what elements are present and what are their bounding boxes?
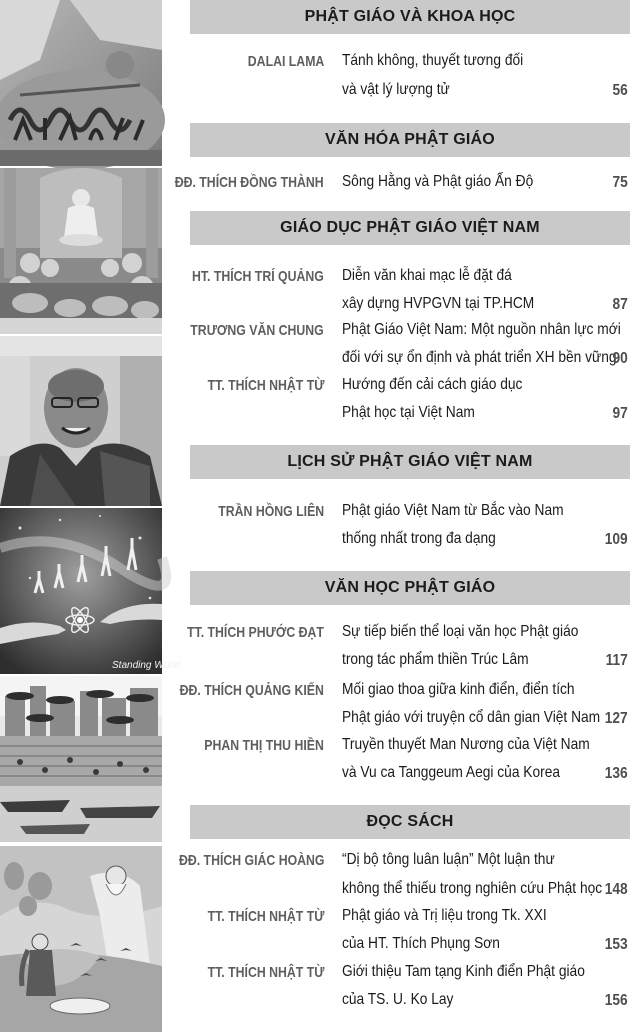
entry-author: TT. THÍCH PHƯỚC ĐẠT [187,624,324,641]
entry-title-line2[interactable]: đối với sự ổn định và phát triển XH bền vững [342,349,617,366]
entry-title-line1[interactable]: Diễn văn khai mạc lễ đặt đá [342,267,512,284]
entry-title-line1[interactable]: Mối giao thoa giữa kinh điển, điển tích [342,681,575,698]
dalai-lama-portrait-image [0,336,162,506]
entry-title-line1[interactable]: Sự tiếp biến thể loại văn học Phật giáo [342,623,579,640]
entry-title-line2[interactable]: và Vu ca Tanggeum Aegi của Korea [342,764,561,781]
folk-tale-illustration [0,846,162,1032]
entry-page-number: 153 [605,936,628,953]
entry-page-number: 97 [612,405,628,422]
entry-title-line2[interactable]: của TS. U. Ko Lay [342,991,454,1008]
entry-author: ĐĐ. THÍCH ĐỒNG THÀNH [175,174,324,191]
entry-author: ĐĐ. THÍCH GIÁC HOÀNG [178,852,324,869]
entry-page-number: 75 [612,174,628,191]
entry-author: TRẦN HỒNG LIÊN [218,503,324,520]
section-header-culture: VĂN HÓA PHẬT GIÁO [190,123,630,157]
entry-author: TT. THÍCH NHẬT TỪ [207,964,324,981]
entry-title-line1[interactable]: Phật giáo và Trị liệu trong Tk. XXI [342,907,547,924]
entry-title-line1[interactable]: Sông Hằng và Phật giáo Ấn Độ [342,173,534,190]
collage-caption: Standing World [112,660,181,671]
section-header-science: PHẬT GIÁO VÀ KHOA HỌC [190,0,630,34]
section-header-books: ĐỌC SÁCH [190,805,630,839]
entry-title-line1[interactable]: “Dị bộ tông luân luận” Một luận thư [342,851,555,868]
entry-title-line1[interactable]: Hướng đến cải cách giáo dục [342,376,523,393]
entry-title-line2[interactable]: không thể thiếu trong nghiên cứu Phật học [342,880,603,897]
section-header-literature: VĂN HỌC PHẬT GIÁO [190,571,630,605]
buddha-shrine-image [0,168,162,334]
entry-title-line1[interactable]: Phật Giáo Việt Nam: Một nguồn nhân lực mới [342,321,621,338]
carved-stone-image [0,0,162,166]
entry-author: PHAN THỊ THU HIỀN [204,737,324,754]
section-header-history: LỊCH SỬ PHẬT GIÁO VIỆT NAM [190,445,630,479]
entry-title-line1[interactable]: Tánh không, thuyết tương đối [342,52,524,69]
entry-title-line2[interactable]: của HT. Thích Phụng Sơn [342,935,500,952]
entry-page-number: 109 [605,531,628,548]
evolution-collage-image [0,508,181,674]
entry-page-number: 156 [605,992,628,1009]
entry-page-number: 148 [605,881,628,898]
entry-page-number: 136 [605,765,628,782]
entry-title-line1[interactable]: Truyền thuyết Man Nương của Việt Nam [342,736,590,753]
section-header-education: GIÁO DỤC PHẬT GIÁO VIỆT NAM [190,211,630,245]
entry-title-line1[interactable]: Giới thiệu Tam tạng Kinh điển Phật giáo [342,963,585,980]
entry-title-line2[interactable]: thống nhất trong đa dạng [342,530,496,547]
entry-title-line2[interactable]: và vật lý lượng tử [342,81,450,98]
entry-page-number: 56 [612,82,628,99]
entry-author: DALAI LAMA [247,53,324,70]
entry-page-number: 127 [605,710,628,727]
entry-author: TRƯƠNG VĂN CHUNG [190,322,324,339]
entry-title-line1[interactable]: Phật giáo Việt Nam từ Bắc vào Nam [342,502,564,519]
entry-title-line2[interactable]: xây dựng HVPGVN tại TP.HCM [342,295,535,312]
entry-page-number: 117 [605,652,628,669]
entry-author: TT. THÍCH NHẬT TỪ [207,908,324,925]
entry-title-line2[interactable]: trong tác phẩm thiền Trúc Lâm [342,651,529,668]
entry-title-line2[interactable]: Phật học tại Việt Nam [342,404,475,421]
ganges-ghat-image [0,676,162,842]
entry-author: HT. THÍCH TRÍ QUẢNG [192,268,324,285]
entry-author: ĐĐ. THÍCH QUẢNG KIẾN [179,682,324,699]
entry-page-number: 90 [612,350,628,367]
entry-author: TT. THÍCH NHẬT TỪ [207,377,324,394]
entry-title-line2[interactable]: Phật giáo với truyện cổ dân gian Việt Nam [342,709,601,726]
entry-page-number: 87 [612,296,628,313]
